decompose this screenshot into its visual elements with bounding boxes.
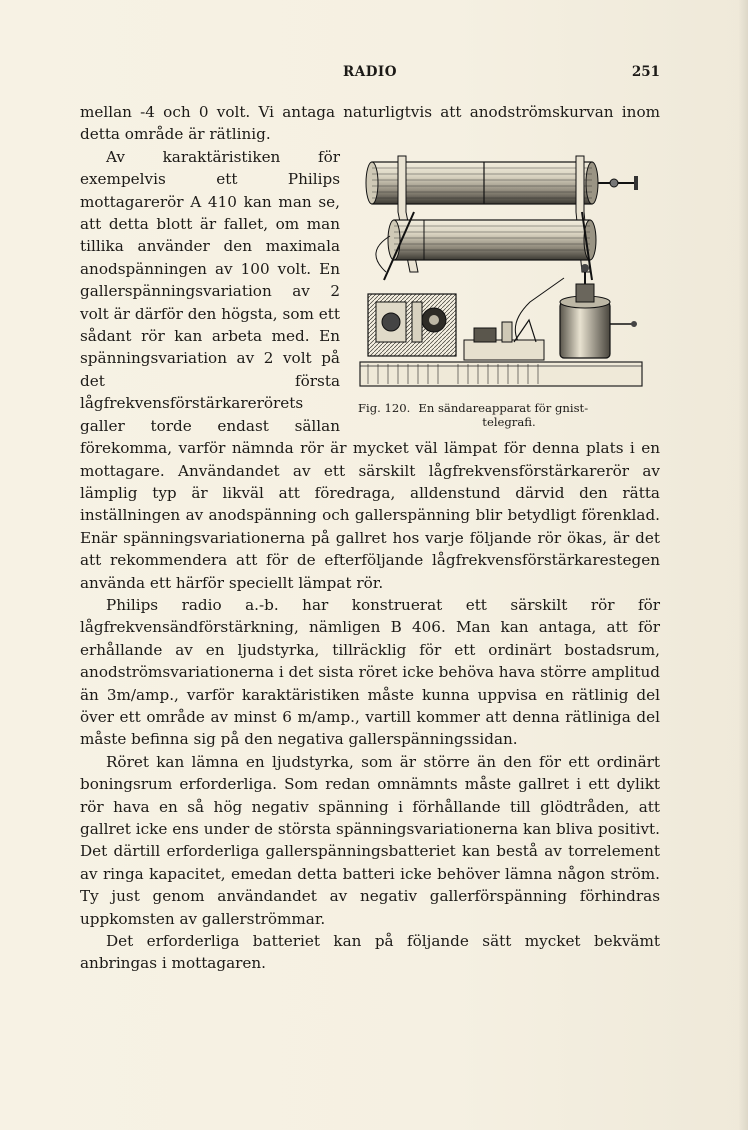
paragraph-5: Det erforderliga batteriet kan på följande sätt mycket bekvämt anbringas i mottagaren. [80,932,660,973]
body-text [80,101,660,975]
spark-telegraph-transmitter-illustration [354,152,654,397]
figure-caption [354,401,660,429]
caption-line-1: En sändareapparat för gnist- [418,400,589,415]
paragraph-2: Av karaktäristiken för exempelvis ett Philips mottagarerör A 410 kan man se, att detta blott är fallet, om man tillika använder den maximala anodspänningen av 100 volt. En gallerspänningsvariation av 2 volt är därför den högsta, som ett sådant rör kan arbeta med. En spänningsvariation av 2 volt på det första lågfrekvensförstärkarerörets galler torde endast sällan förekomma, varför nämnda rör är mycket väl lämpat för denna plats i en mottagare. Användandet av ett särskilt lågfrekvensförstärkarerör av lämplig typ är likväl att föredraga, alldenstund därvid den rätta inställningen av anodspänning och gallerspänning blir betydligt förenklad. Enär spänningsvariationerna på gallret hos varje följande rör ökas, är det att rekommendera att för de efterföljande lågfrekvensförstärkarestegen använda ett härför speciellt lämpat rör. [80,147,660,592]
paragraph-3: Philips radio a.-b. har konstruerat ett särskilt rör för lågfrekvensändförstärkning, nämligen B 406. Man kan antaga, att för erhållande av en ljudstyrka, tillräcklig för ett ordinärt bostadsrum, anodströmsvariationerna i det sista röret icke behöva hava större amplitud än 3m/amp., varför karaktäristiken måste kunna uppvisa en rätlinig del över ett område av minst 6 m/amp., vartill kommer att denna rätliniga del måste befinna sig på den negativa gallerspänningssidan. [80,595,660,749]
page-edge-shadow [738,0,748,1130]
figure-label: Fig. 120. [358,400,411,415]
paragraph-4: Röret kan lämna en ljudstyrka, som är större än den för ett ordinärt boningsrum erforderliga. Som redan omnämnts måste gallret i ett dylikt rör hava en så hög negativ spänning i förhållande till glödtråden, att gallret icke ens under de största spänningsvariationerna kan bliva positivt. Det därtill erforderliga gallerspänningsbatteriet kan bestå av torrelement av ringa kapacitet, emedan detta batteri icke behöver lämna någon ström. Ty just genom användandet av negativ gallerförspänning förhindras uppkomsten av gallerströmmar. [80,752,660,928]
figure-120 [354,152,660,429]
caption-line-2: telegrafi. [482,414,536,429]
page-number: 251 [631,64,660,80]
header-title: RADIO [343,64,397,80]
running-header [80,64,660,86]
paragraph-1: mellan -4 och 0 volt. Vi antaga naturligtvis att anodströmskurvan inom detta område är rätlinig. [80,103,660,144]
